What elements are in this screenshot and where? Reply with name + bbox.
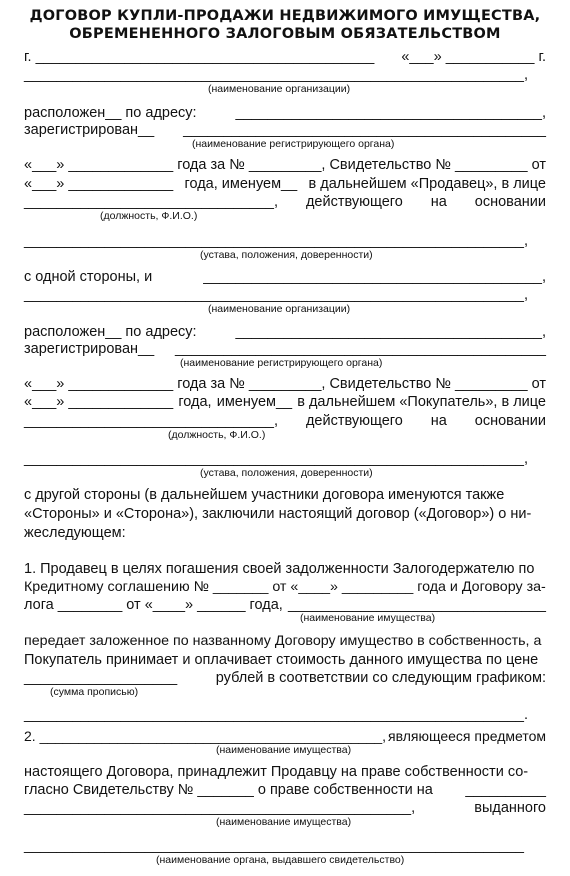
issuing-authority-blank[interactable]: ______________________________________________________________ [24,838,524,854]
ownership-certificate-text: гласно Свидетельству № _______ о праве собственности на [24,782,433,798]
clause1-line-5: Покупатель принимает и оплачивает стоимость данного имущества по цене [24,652,539,668]
registered-label: зарегистрирован__ [24,341,155,357]
seller-registrar-field[interactable]: _____________________________________________ [183,122,546,138]
seller-fio-caption: (должность, Ф.И.О.) [100,210,198,222]
address-label: расположен__ по адресу: [24,324,197,340]
seller-role-text: в дальнейшем «Продавец», в лице [308,176,546,192]
buyer-intro-line [24,268,546,286]
seller-named-line [24,175,546,193]
seller-basis-blank[interactable]: ______________________________________________________________, [24,233,529,249]
property-name-field-4[interactable]: ________________________________________________, [24,800,416,816]
buyer-named-line [24,393,546,411]
subject-text: являющееся предметом [388,728,546,744]
preamble-line-2: «Стороны» и «Сторона»), заключили настоящий договор («Договор») о ни- [24,506,532,522]
buyer-org-blank[interactable]: ______________________________________________________________, [24,287,529,303]
from-label: от [531,376,546,392]
property-name-field-2[interactable]: 2. ____________________________________________, [24,728,387,744]
buyer-reg-date-field[interactable]: «___» _____________ [24,376,174,392]
buyer-certificate-line [24,375,546,393]
seller-org-caption: (наименование организации) [208,83,351,95]
issuing-authority-caption: (наименование органа, выдавшего свидетельство) [156,854,405,866]
seller-address-field[interactable]: ______________________________________, [235,105,546,121]
clause2-line-2: настоящего Договора, принадлежит Продавцу на праве собственности со- [24,764,529,780]
seller-reg-number-field[interactable]: года за № _________, [177,157,326,173]
document-title-line2: ОБРЕМЕНЕННОГО ЗАЛОГОВЫМ ОБЯЗАТЕЛЬСТВОМ [69,26,501,42]
registered-label: зарегистрирован__ [24,122,155,138]
payment-schedule-blank[interactable]: ______________________________________________________________. [24,707,529,723]
amount-in-words-field[interactable]: ___________________ [24,670,178,686]
buyer-representative-line [24,412,546,430]
clause2-line-4 [24,799,546,817]
clause2-line-1 [24,727,546,745]
seller-org-blank[interactable]: ______________________________________________________________, [24,67,529,83]
clause1-line-3 [24,596,546,614]
clause2-line-3 [24,781,546,799]
clause1-line-6 [24,669,546,687]
acting-label: действующего [305,194,403,210]
year-label: года, [178,394,212,410]
buyer-role-text: в дальнейшем «Покупатель», в лице [297,394,546,410]
named-label: именуем__ [216,394,293,410]
seller-certificate-field[interactable]: Свидетельство № _________ [329,157,528,173]
document-title-line1: ДОГОВОР КУПЛИ-ПРОДАЖИ НЕДВИЖИМОГО ИМУЩЕСТВА, [29,8,541,24]
date-field[interactable]: «___» ___________ г. [401,49,546,65]
buyer-registrar-caption: (наименование регистрирующего органа) [180,357,383,369]
property-caption-2: (наименование имущества) [216,744,352,756]
address-label: расположен__ по адресу: [24,105,197,121]
buyer-registered-line [24,340,546,358]
buyer-certificate-field[interactable]: Свидетельство № _________ [329,376,528,392]
preamble-line-3: жеследующем: [24,525,126,541]
buyer-cert-date-field[interactable]: «___» _____________ [24,394,174,410]
from-label: от [531,157,546,173]
property-caption-1: (наименование имущества) [300,612,436,624]
buyer-org-field-1[interactable]: __________________________________________, [203,269,546,285]
buyer-registrar-field[interactable]: ______________________________________________ [175,341,546,357]
preamble-line-1: с другой стороны (в дальнейшем участники договора именуются также [24,487,505,503]
on-label: на [430,413,447,429]
buyer-basis-caption: (устава, положения, доверенности) [200,467,373,479]
issued-label: выданного [474,800,546,816]
amount-caption: (сумма прописью) [50,686,139,698]
property-name-field-3[interactable]: __________ [465,782,546,798]
pledge-agreement-fields[interactable]: лога ________ от «____» ______ года, [24,597,283,613]
seller-reg-date-field[interactable]: «___» _____________ [24,157,174,173]
city-date-line [24,48,546,66]
seller-registered-line [24,121,546,139]
buyer-reg-number-field[interactable]: года за № _________, [177,376,326,392]
one-side-label: с одной стороны, и [24,269,153,285]
clause1-line-4: передает заложенное по названному Договору имущество в собственность, а [24,633,542,649]
named-label: года, именуем__ [184,176,298,192]
buyer-address-line [24,323,546,341]
schedule-text: рублей в соответствии со следующим графиком: [215,670,546,686]
seller-certificate-line [24,156,546,174]
buyer-basis-blank[interactable]: ______________________________________________________________, [24,451,529,467]
on-label: на [430,194,447,210]
basis-label: основании [474,413,546,429]
seller-representative-field[interactable]: _______________________________, [24,194,279,210]
clause1-line-1: 1. Продавец в целях погашения своей задолженности Залогодержателю по [24,561,535,577]
acting-label: действующего [305,413,403,429]
seller-registrar-caption: (наименование регистрирующего органа) [192,138,395,150]
property-name-field-1[interactable]: ________________________________ [287,597,546,613]
seller-address-line [24,104,546,122]
seller-basis-caption: (устава, положения, доверенности) [200,249,373,261]
buyer-fio-caption: (должность, Ф.И.О.) [168,429,266,441]
property-caption-3: (наименование имущества) [216,816,352,828]
basis-label: основании [474,194,546,210]
buyer-representative-field[interactable]: _______________________________, [24,413,279,429]
buyer-address-field[interactable]: ______________________________________, [235,324,546,340]
seller-cert-date-field[interactable]: «___» _____________ [24,176,174,192]
buyer-org-caption: (наименование организации) [208,303,351,315]
city-field[interactable]: г. __________________________________________ [24,49,375,65]
clause1-line-2: Кредитному соглашению № _______ от «____» _________ года и Договору за- [24,579,546,595]
seller-representative-line [24,193,546,211]
